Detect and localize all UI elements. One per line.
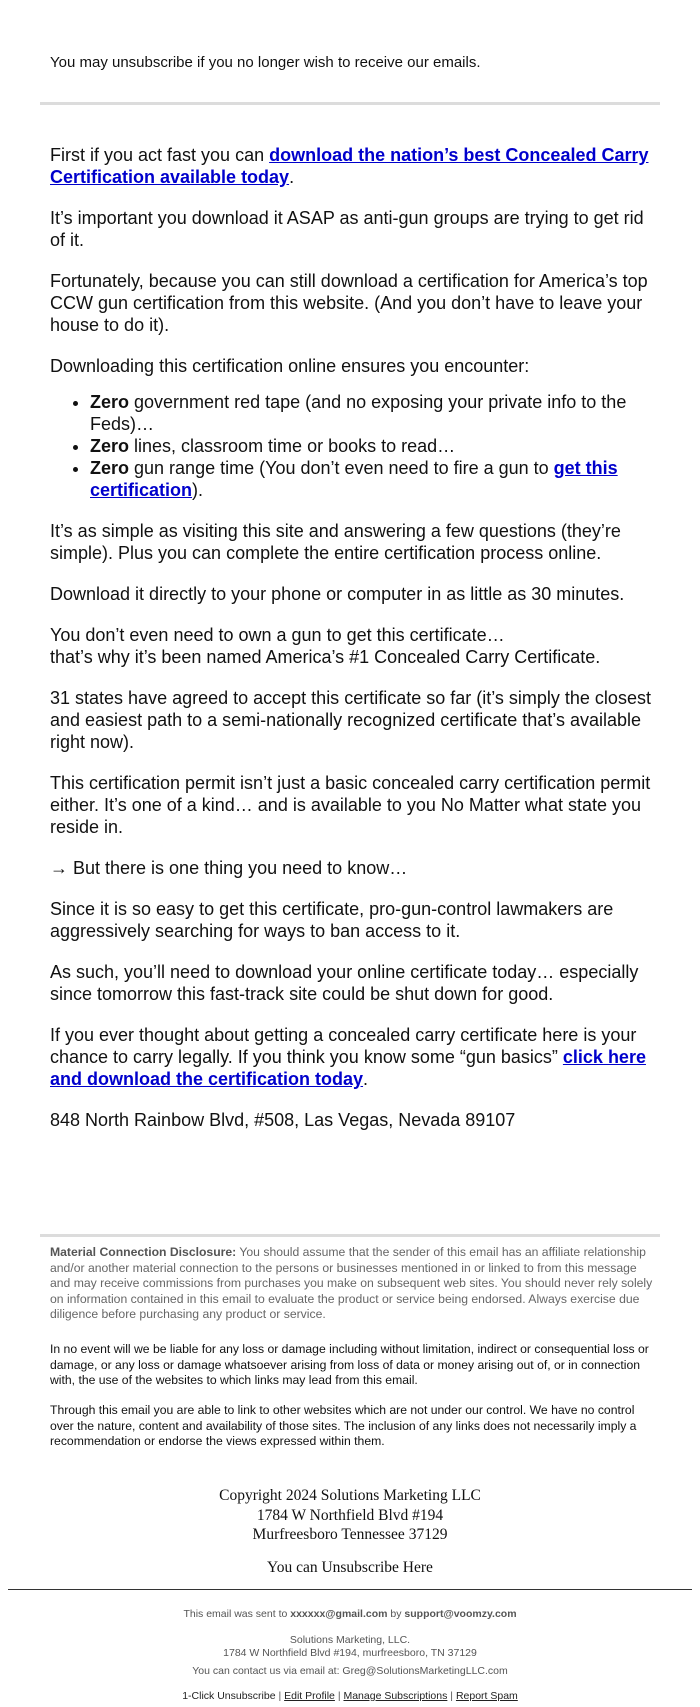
bullet-text: government red tape (and no exposing your private info to the Feds)… (90, 392, 627, 434)
download-certification-link[interactable]: download the nation’s best Concealed Carry Certification available today (50, 145, 649, 187)
mailing-address: 848 North Rainbow Blvd, #508, Las Vegas, Nevada 89107 (50, 1110, 516, 1130)
paragraph-shut-down: As such, you’ll need to download your online certificate today… especially since tomorrow this fast-track site could be shut down for good. (50, 962, 639, 1004)
divider-footer (8, 1589, 692, 1590)
disclosure-text: You should assume that the sender of this email has an affiliate relationship and/or another material connection to the persons or businesses mentioned in or linked to from this message and may receive commissions from purchases you make on subsequent web sites. You should never rely solely on information contained in this email to evaluate the product or service being endorsed. Always exercise due diligence before purchasing any product or service. (50, 1245, 653, 1321)
paragraph-fortunately: Fortunately, because you can still download a certification for America’s top CCW gun certification from this website. (And you don’t have to leave your house to do it). (50, 271, 648, 335)
no-gun-line-1: You don’t even need to own a gun to get this certificate… (50, 625, 505, 645)
paragraph-no-gun (50, 624, 660, 668)
edit-profile-link[interactable]: Edit Profile (284, 1690, 335, 1702)
chance-text: If you ever thought about getting a concealed carry certificate here is your chance to carry legally. If you think you know some “gun basics” (50, 1025, 637, 1067)
manage-subscriptions-link[interactable]: Manage Subscriptions (343, 1690, 448, 1702)
unsubscribe-here-link[interactable]: You can Unsubscribe Here (267, 1559, 433, 1576)
company-name: Solutions Marketing, LLC. (289, 1634, 411, 1646)
report-spam-link[interactable]: Report Spam (455, 1690, 518, 1702)
footer-links (0, 1690, 700, 1703)
paragraph-chance (50, 1024, 660, 1090)
list-item (90, 391, 660, 435)
paragraph-simple: It’s as simple as visiting this site and answering a few questions (they’re simple). Plus you can complete the entire certification process online. (50, 521, 621, 563)
material-disclosure (50, 1245, 660, 1340)
no-gun-line-2: that’s why it’s been named America’s #1 Concealed Carry Certificate. (50, 647, 601, 667)
paragraph-downloading: Downloading this certification online ensures you encounter: (50, 356, 530, 376)
third-party-disclaimer: Through this email you are able to link to other websites which are not under our control. We have no control over the nature, content and availability of those sites. The inclusion of any links does not necessarily imply a recommendation or endorse the views expressed within them. (50, 1403, 637, 1448)
intro-period: . (289, 167, 295, 187)
sender-email: support@voomzy.com (404, 1608, 517, 1620)
liability-disclaimer: In no event will we be liable for any loss or damage including without limitation, indirect or consequential loss or damage, or any loss or damage whatsoever arising from loss of data or money arising out of, or in connection with, the use of the websites to which links may lead from this email. (50, 1342, 649, 1387)
sent-to-line (0, 1608, 700, 1621)
sent-to-text: This email was sent to (183, 1608, 291, 1620)
list-item (90, 457, 660, 501)
paragraph-download-time: Download it directly to your phone or computer in as little as 30 minutes. (50, 584, 625, 604)
sent-by-text: by (387, 1608, 405, 1620)
click-here-download-link[interactable]: click here and download the certification today (50, 1047, 646, 1089)
one-click-unsubscribe[interactable]: 1-Click Unsubscribe (182, 1690, 276, 1702)
recipient-email: xxxxxx@gmail.com (290, 1608, 388, 1620)
email-body (50, 144, 660, 1150)
contact-line: You can contact us via email at: Greg@SolutionsMarketingLLC.com (192, 1665, 508, 1677)
company-info (0, 1634, 700, 1660)
get-certification-link[interactable]: get this certification (90, 458, 618, 500)
paragraph-one-thing: → But there is one thing you need to know… (50, 858, 408, 878)
copyright-line: Copyright 2024 Solutions Marketing LLC (219, 1487, 481, 1504)
bullet-post: ). (192, 480, 204, 500)
paragraph-intro (50, 144, 660, 188)
paragraph-lawmakers: Since it is so easy to get this certificate, pro-gun-control lawmakers are aggressively searching for ways to ban access to it. (50, 899, 614, 941)
divider-bottom (40, 1234, 660, 1237)
chance-period: . (363, 1069, 369, 1089)
paragraph-asap: It’s important you download it ASAP as anti-gun groups are trying to get rid of it. (50, 208, 644, 250)
bullet-text: lines, classroom time or books to read… (129, 436, 456, 456)
copyright-block (0, 1486, 700, 1545)
intro-text: First if you act fast you can (50, 145, 270, 165)
copyright-street: 1784 W Northfield Blvd #194 (256, 1506, 444, 1524)
bullet-bold: Zero (90, 392, 130, 412)
unsubscribe-notice: You may unsubscribe if you no longer wish to receive our emails. (50, 54, 481, 71)
disclosure-label: Material Connection Disclosure: (50, 1245, 237, 1259)
separator: | (275, 1690, 285, 1702)
bullet-bold: Zero (90, 458, 130, 478)
paragraph-states: 31 states have agreed to accept this certificate so far (it’s simply the closest and easiest path to a semi-nationally recognized certificate that’s available right now). (50, 688, 651, 752)
bullet-bold: Zero (90, 436, 130, 456)
bullet-text: gun range time (You don’t even need to fire a gun to (129, 458, 554, 478)
benefits-list (50, 391, 660, 501)
divider-top (40, 102, 660, 105)
copyright-city: Murfreesboro Tennessee 37129 (252, 1526, 448, 1543)
list-item (90, 435, 660, 457)
paragraph-one-of-a-kind: This certification permit isn’t just a basic concealed carry certification permit either. It’s one of a kind… and is available to you No Matter what state you reside in. (50, 773, 651, 837)
separator: | (447, 1690, 456, 1702)
separator: | (334, 1690, 344, 1702)
company-address: 1784 W Northfield Blvd #194, murfreesboro, TN 37129 (223, 1647, 477, 1659)
